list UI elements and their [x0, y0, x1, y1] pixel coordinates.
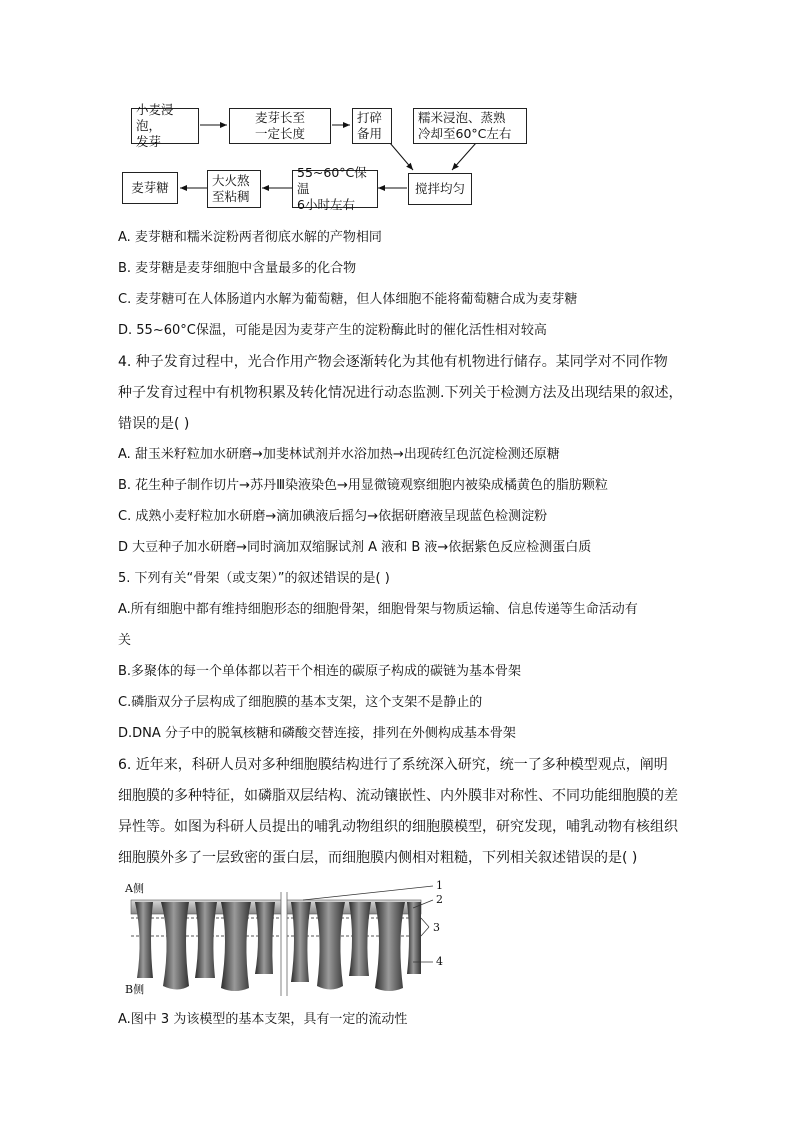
question-6-line3: 异性等。如图为科研人员提出的哺乳动物组织的细胞膜模型，研究发现，哺乳动物有核组织	[118, 819, 678, 835]
option-3d: D. 55~60°C保温，可能是因为麦芽产生的淀粉酶此时的催化活性相对较高	[118, 323, 547, 338]
flow-step-boil: 大火熬 至粘稠	[207, 170, 261, 208]
side-b-label: B侧	[125, 983, 145, 996]
flow-step-keep-warm: 55~60°C保温 6小时左右	[292, 170, 378, 208]
option-3b: B. 麦芽糖是麦芽细胞中含量最多的化合物	[118, 261, 357, 276]
option-3a: A. 麦芽糖和糯米淀粉两者彻底水解的产物相同	[118, 230, 382, 245]
flowchart-arrows	[0, 0, 794, 220]
option-4c: C. 成熟小麦籽粒加水研磨→滴加碘液后摇匀→依据研磨液呈现蓝色检测淀粉	[118, 509, 548, 524]
question-4-line1: 4. 种子发育过程中，光合作用产物会逐渐转化为其他有机物进行储存。某同学对不同作物	[118, 354, 668, 370]
option-4d: D 大豆种子加水研磨→同时滴加双缩脲试剂 A 液和 B 液→依据紫色反应检测蛋白质	[118, 540, 592, 555]
option-5a-line1: A.所有细胞中都有维持细胞形态的细胞骨架，细胞骨架与物质运输、信息传递等生命活动有	[118, 602, 638, 617]
question-5: 5. 下列有关“骨架（或支架）”的叙述错误的是( )	[118, 571, 390, 586]
question-6-line2: 细胞膜的多种特征，如磷脂双层结构、流动镶嵌性、内外膜非对称性、不同功能细胞膜的差	[118, 788, 678, 804]
membrane-model-figure	[123, 878, 453, 998]
question-4-line3: 错误的是( )	[118, 416, 190, 432]
flow-step-malt-grow: 麦芽长至 一定长度	[229, 108, 331, 144]
label-3: 3	[433, 921, 440, 934]
label-4: 4	[436, 955, 443, 968]
option-4b: B. 花生种子制作切片→苏丹Ⅲ染液染色→用显微镜观察细胞内被染成橘黄色的脂肪颗粒	[118, 478, 608, 493]
label-2: 2	[436, 893, 443, 906]
flow-step-stir: 搅拌均匀	[408, 173, 472, 205]
option-5d: D.DNA 分子中的脱氧核糖和磷酸交替连接，排列在外侧构成基本骨架	[118, 726, 516, 741]
membrane-illustration	[123, 878, 453, 998]
side-a-label: A侧	[125, 882, 144, 895]
flow-step-glutinous-rice: 糯米浸泡、蒸熟 冷却至60°C左右	[413, 108, 527, 144]
flow-step-maltose: 麦芽糖	[122, 172, 178, 204]
flow-step-soak-wheat: 小麦浸泡， 发芽	[131, 108, 199, 144]
maltose-flowchart	[0, 0, 794, 220]
question-4-line2: 种子发育过程中有机物积累及转化情况进行动态监测.下列关于检测方法及出现结果的叙述，	[118, 385, 683, 401]
flow-step-crush: 打碎 备用	[352, 108, 392, 144]
option-5c: C.磷脂双分子层构成了细胞膜的基本支架，这个支架不是静止的	[118, 695, 483, 710]
option-5b: B.多聚体的每一个单体都以若干个相连的碳原子构成的碳链为基本骨架	[118, 664, 522, 679]
option-4a: A. 甜玉米籽粒加水研磨→加斐林试剂并水浴加热→出现砖红色沉淀检测还原糖	[118, 447, 560, 462]
label-1: 1	[436, 879, 443, 892]
question-6-line1: 6. 近年来，科研人员对多种细胞膜结构进行了系统深入研究，统一了多种模型观点，阐明	[118, 757, 668, 773]
question-6-line4: 细胞膜外多了一层致密的蛋白层，而细胞膜内侧相对粗糙，下列相关叙述错误的是( )	[118, 850, 638, 866]
option-5a-line2: 关	[118, 633, 132, 648]
option-3c: C. 麦芽糖可在人体肠道内水解为葡萄糖，但人体细胞不能将葡萄糖合成为麦芽糖	[118, 292, 578, 307]
option-6a: A.图中 3 为该模型的基本支架，具有一定的流动性	[118, 1012, 408, 1027]
